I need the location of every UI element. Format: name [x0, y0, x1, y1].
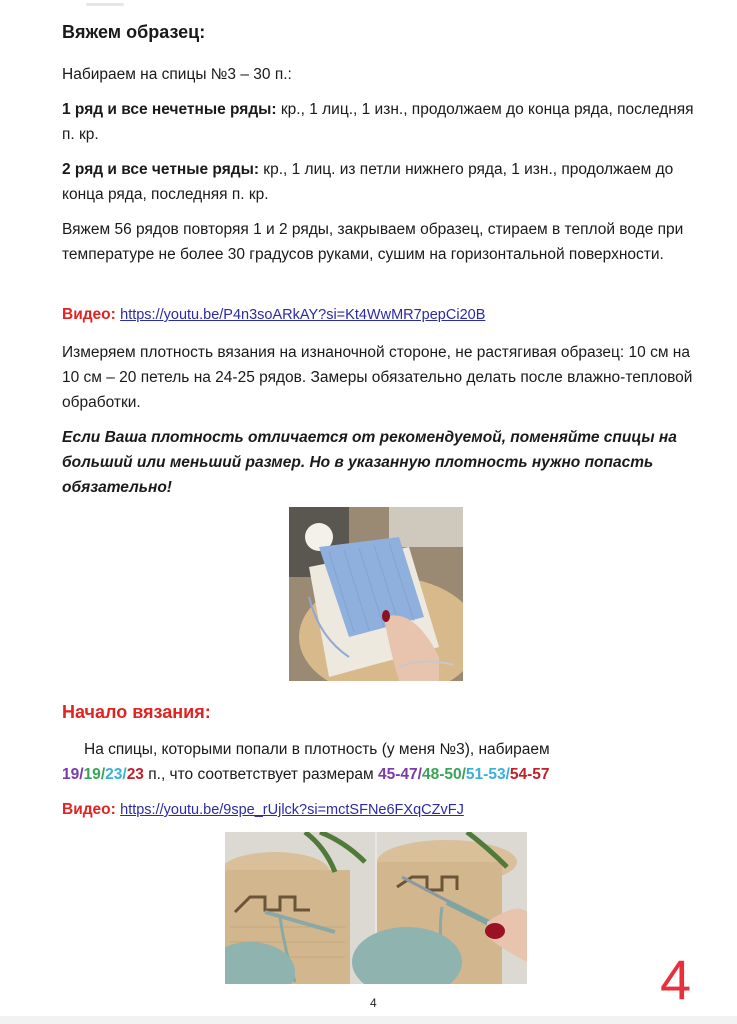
- video-link-start[interactable]: https://youtu.be/9spe_rUjlck?si=mctSFNe6FXqCZvFJ: [120, 802, 464, 818]
- size-4: 54-57: [509, 766, 550, 783]
- big-page-number: 4: [660, 948, 692, 1011]
- video-label: Видео:: [62, 306, 116, 323]
- top-scroll-indicator: [86, 3, 124, 6]
- separator: /: [505, 766, 510, 783]
- section-title-gauge: Вяжем образец:: [62, 22, 206, 42]
- stitch-count-3: 23: [105, 766, 123, 783]
- row2-instruction: [62, 157, 702, 207]
- video-line-1: [62, 302, 702, 328]
- stitch-count-2: 19: [83, 766, 101, 783]
- bottom-bar: [0, 1016, 737, 1024]
- section-title-start: Начало вязания:: [62, 702, 211, 722]
- video-line-2: [62, 797, 702, 823]
- row1-label: 1 ряд и все нечетные ряды:: [62, 101, 277, 118]
- row2-text: кр., 1 лиц. из петли нижнего ряда, 1 изн., продолжаем до конца ряда, последняя п. кр.: [62, 161, 674, 203]
- size-3: 51-53: [465, 766, 506, 783]
- stitch-count-4: 23: [126, 766, 144, 783]
- separator: /: [461, 766, 466, 783]
- cast-on-photo: [225, 832, 527, 984]
- size-1: 45-47: [377, 766, 418, 783]
- video-link-gauge[interactable]: https://youtu.be/P4n3soARkAY?si=Kt4WwMR7pepCi20B: [120, 307, 486, 323]
- start-instruction: [62, 737, 702, 787]
- row1-text: кр., 1 лиц., 1 изн., продолжаем до конца ряда, последняя п. кр.: [62, 101, 694, 143]
- stitch-count-1: 19: [62, 766, 80, 783]
- row2-label: 2 ряд и все четные ряды:: [62, 161, 259, 178]
- size-2: 48-50: [421, 766, 462, 783]
- page-number: 4: [370, 996, 377, 1010]
- measure-instruction: Измеряем плотность вязания на изнаночной стороне, не растягивая образец: 10 см на 10 см – 20 петель на 24-25 рядов. Замеры обязательно делать после влажно-тепловой обработки.: [62, 344, 693, 411]
- separator: /: [122, 766, 127, 783]
- knit-instruction: Вяжем 56 рядов повторяя 1 и 2 ряды, закрываем образец, стираем в теплой воде при температуре не более 30 градусов руками, сушим на горизонтальной поверхности.: [62, 221, 684, 263]
- sizes-mid-text: п., что соответствует размерам: [143, 766, 378, 783]
- start-intro: На спицы, которыми попали в плотность (у меня №3), набираем: [84, 741, 550, 758]
- gauge-swatch-photo: [289, 507, 463, 681]
- cast-on-text: Набираем на спицы №3 – 30 п.:: [62, 66, 292, 83]
- video-label: Видео:: [62, 801, 116, 818]
- gauge-warning: Если Ваша плотность отличается от рекомендуемой, поменяйте спицы на больший или меньший размер. Но в указанную плотность нужно попасть обязательно!: [62, 429, 677, 496]
- separator: /: [417, 766, 422, 783]
- separator: /: [100, 766, 106, 783]
- separator: /: [79, 766, 84, 783]
- row1-instruction: [62, 97, 702, 147]
